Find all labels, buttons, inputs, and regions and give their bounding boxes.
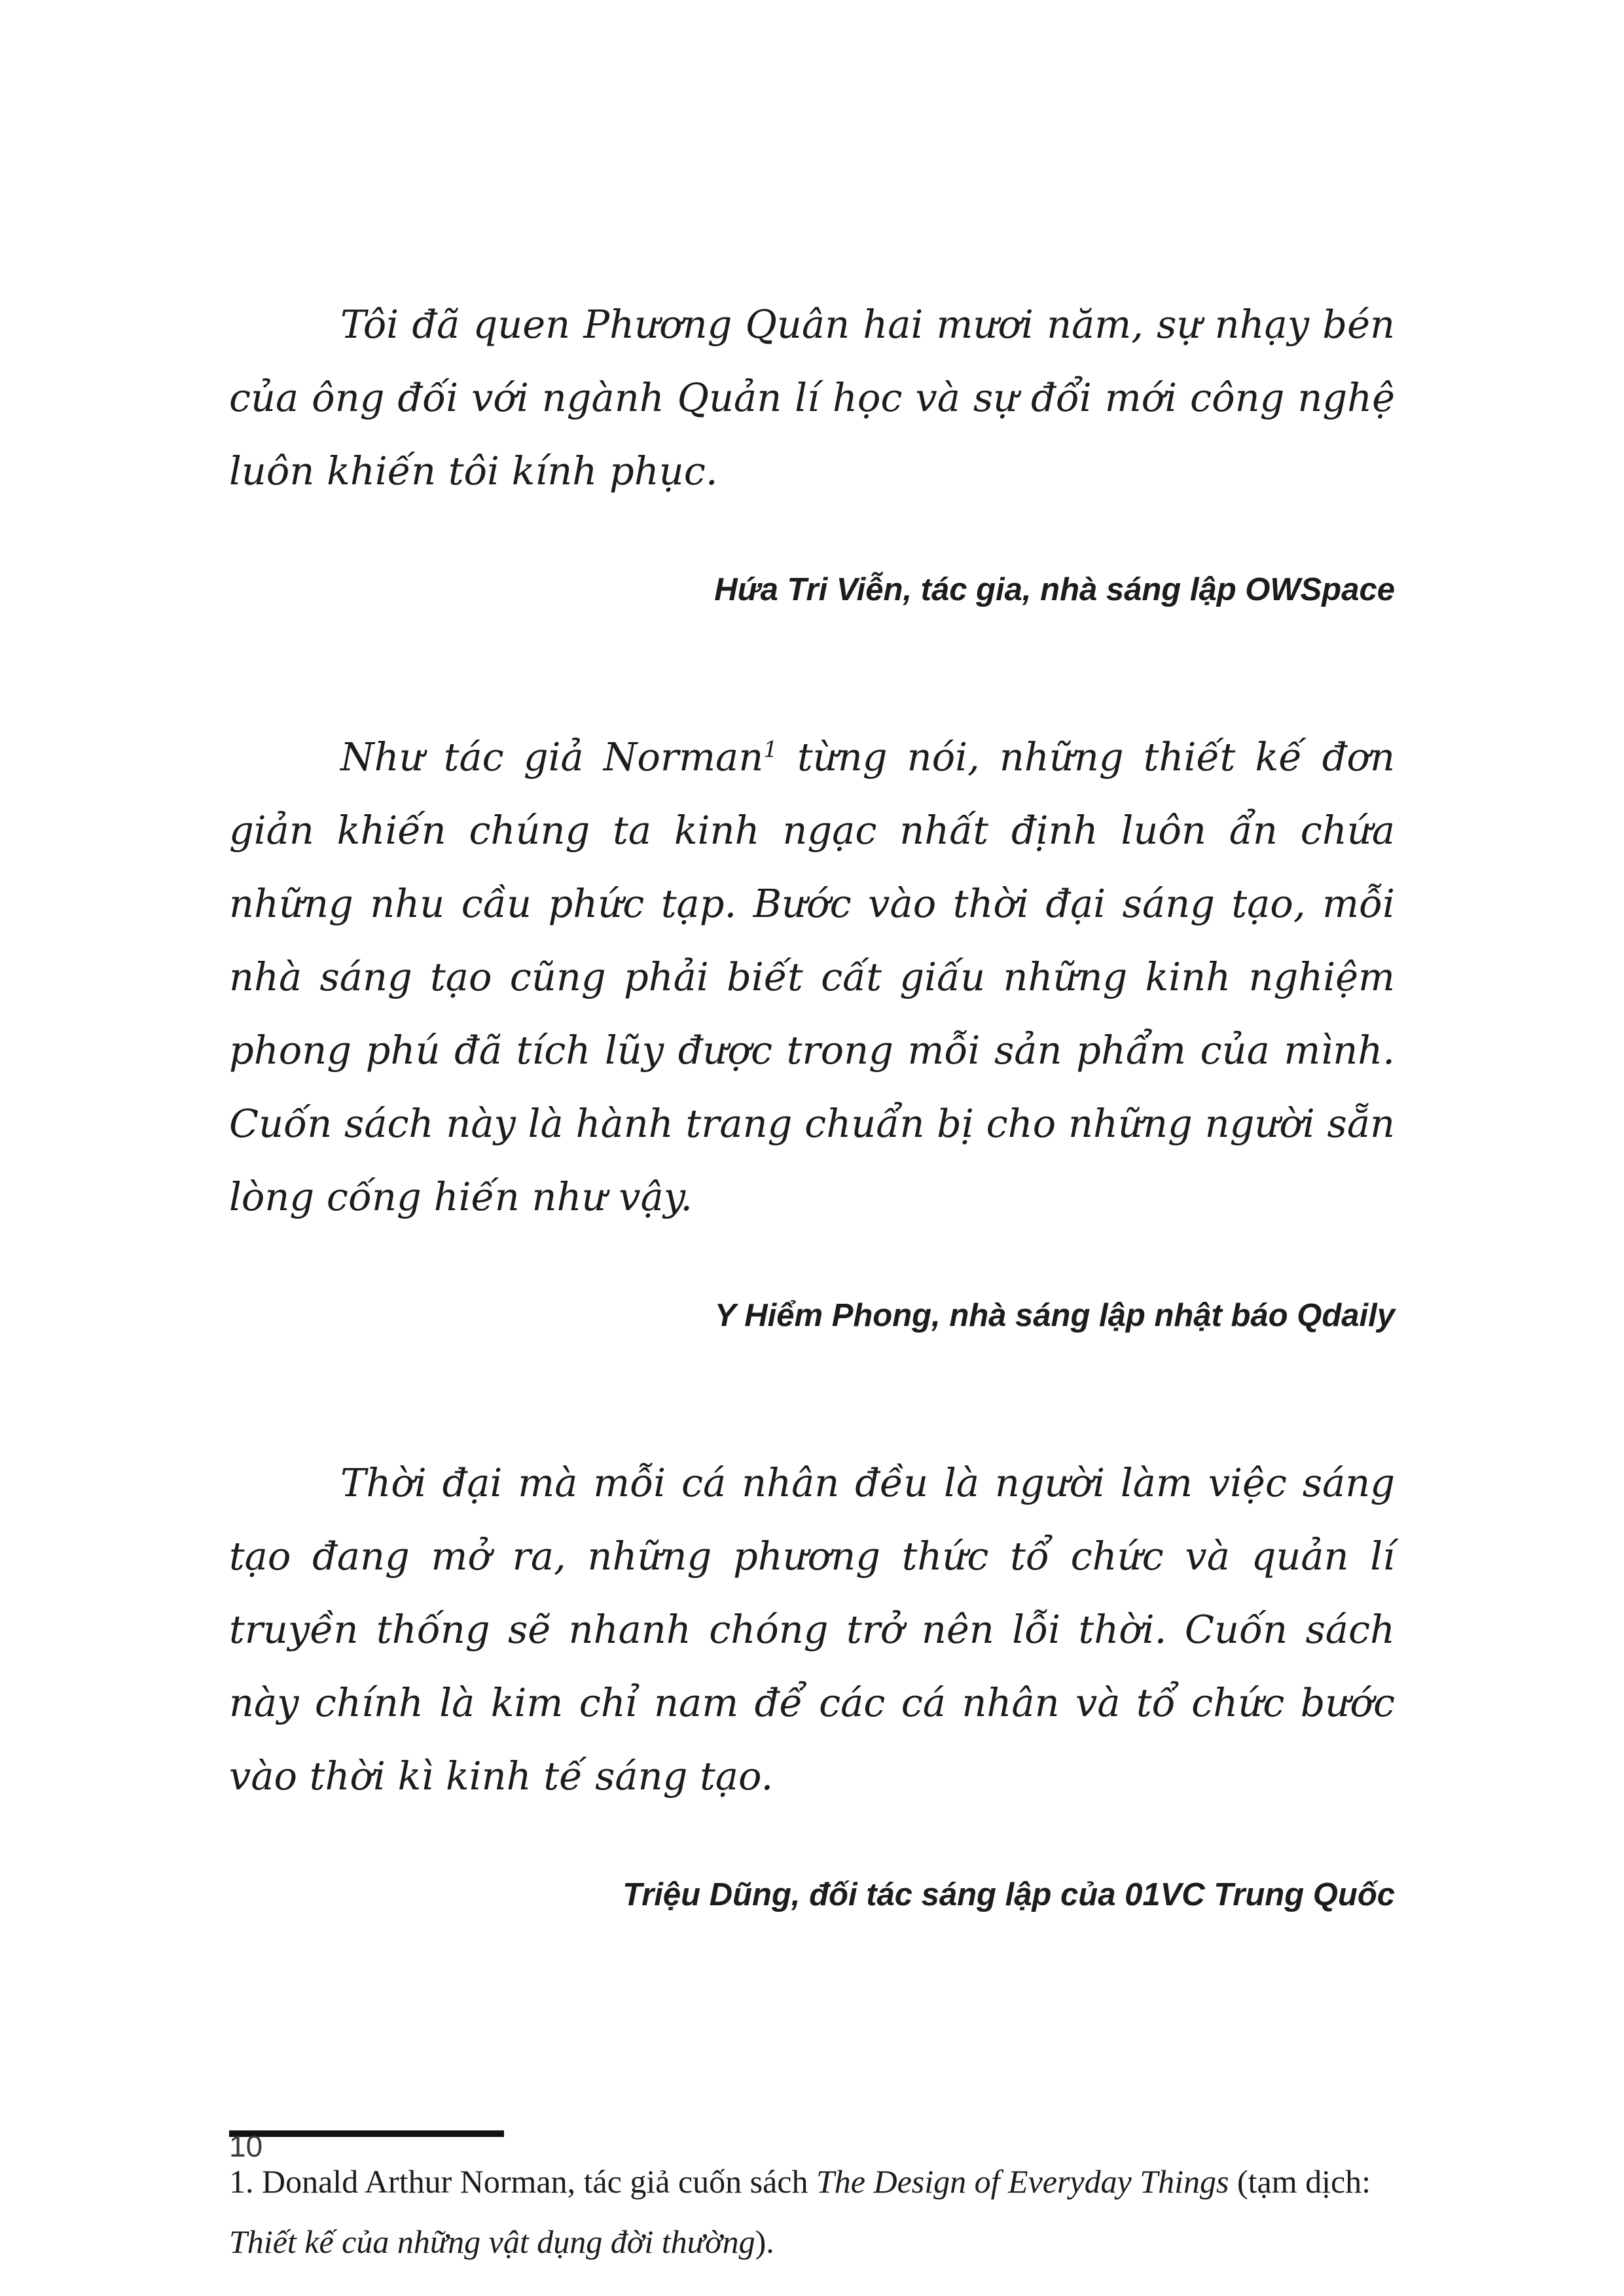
footnote-text: [229, 2151, 1395, 2272]
quote-attribution: Hứa Tri Viễn, tác gia, nhà sáng lập OWSpace: [714, 572, 1395, 607]
book-title-vietnamese: Thiết kế của những vật dụng đời thường: [229, 2223, 755, 2260]
footnote-reference: 1: [763, 736, 778, 763]
page-number: 10: [229, 2129, 263, 2163]
quote-text: Tôi đã quen Phương Quân hai mươi năm, sự nhạy bén của ông đối với ngành Quản lí học và sự đổi mới công nghệ luôn khiến tôi kính phục.: [229, 302, 1395, 493]
quote-block: [229, 721, 1395, 1335]
page-content: [229, 0, 1395, 2272]
quote-attribution: Triệu Dũng, đối tác sáng lập của 01VC Trung Quốc: [623, 1877, 1395, 1912]
quote-block: [229, 1446, 1395, 1914]
footnote-divider-rule: [229, 2130, 504, 2137]
book-title-english: The Design of Everyday Things: [816, 2163, 1229, 2200]
quote-text-segment: từng nói, những thiết kế đơn giản khiến chúng ta kinh ngạc nhất định luôn ẩn chứa những nhu cầu phức tạp. Bước vào thời đại sáng tạo, mỗi nhà sáng tạo cũng phải biết cất giấu những kinh nghiệm phong phú đã tích lũy được trong mỗi sản phẩm của mình. Cuốn sách này là hành trang chuẩn bị cho những người sẵn lòng cống hiến như vậy.: [229, 734, 1395, 1219]
quote-text: [229, 721, 1395, 1234]
quote-text: Thời đại mà mỗi cá nhân đều là người làm việc sáng tạo đang mở ra, những phương thức tổ chức và quản lí truyền thống sẽ nhanh chóng trở nên lỗi thời. Cuốn sách này chính là kim chỉ nam để các cá nhân và tổ chức bước vào thời kì kinh tế sáng tạo.: [229, 1460, 1395, 1799]
footnote-middle: (tạm dịch:: [1229, 2163, 1371, 2200]
quote-block: [229, 288, 1395, 609]
footnote-end: ).: [755, 2223, 774, 2260]
quote-text-segment: Như tác giả Norman: [340, 734, 764, 780]
footnote-lead: 1. Donald Arthur Norman, tác giả cuốn sách: [229, 2163, 816, 2200]
quote-attribution: Y Hiểm Phong, nhà sáng lập nhật báo Qdaily: [714, 1298, 1395, 1333]
